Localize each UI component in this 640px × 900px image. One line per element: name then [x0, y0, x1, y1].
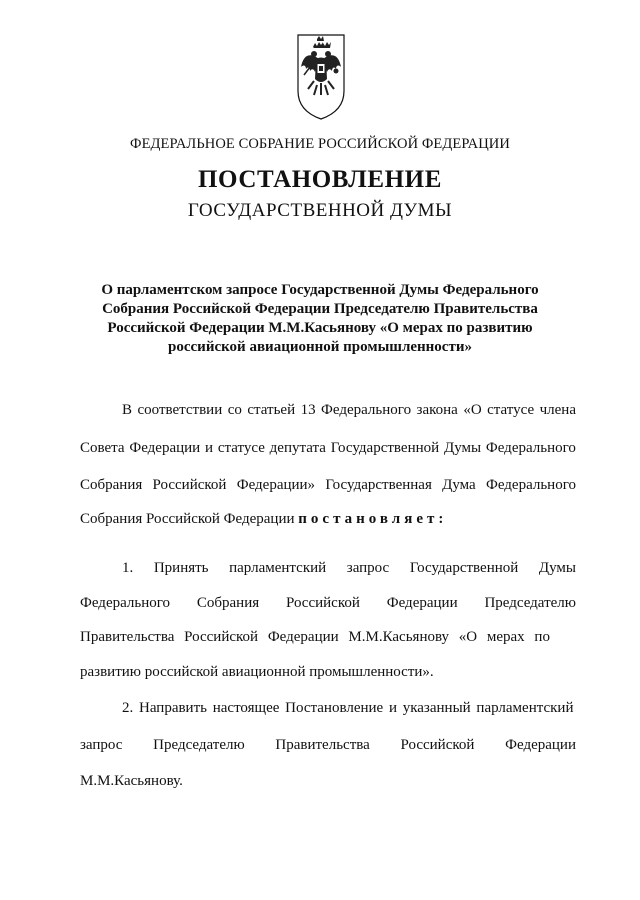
item2-line: М.М.Касьянову.: [80, 773, 183, 789]
item1-line: Правительства Российской Федерации М.М.Касьянову «О мерах по: [80, 629, 550, 645]
word: Федерального: [80, 595, 171, 611]
document-subtitle: ГОСУДАРСТВЕННОЙ ДУМЫ: [187, 200, 453, 221]
item2-line: 2. Направить настоящее Постановление и указанный парламентский: [122, 700, 574, 716]
subject-line: Российской Федерации М.М.Касьянову «О мерах по развитию: [107, 320, 533, 336]
word: Российской: [152, 477, 227, 493]
word: Думы: [538, 560, 576, 576]
item1-line: развитию российской авиационной промышленности».: [80, 664, 434, 680]
word: Федерального: [485, 477, 576, 493]
word: В: [122, 402, 133, 418]
item1-line: [122, 560, 576, 577]
word: статьей: [247, 402, 296, 418]
word: Дума: [442, 477, 476, 493]
word: Федерации: [386, 595, 458, 611]
item1-line: [80, 595, 576, 612]
word: Федерации: [505, 737, 576, 753]
preamble-line: [80, 511, 576, 528]
decree-word: постановляет:: [298, 511, 448, 527]
word: Федерального: [485, 440, 576, 456]
word: Федерации»: [236, 477, 316, 493]
word: статусе: [217, 440, 265, 456]
word: «О: [463, 402, 482, 418]
word: Государственная: [325, 477, 432, 493]
preamble-text: Собрания Российской Федерации: [80, 511, 295, 527]
word: 13: [300, 402, 316, 418]
subject-line: Собрания Российской Федерации Председателю Правительства: [102, 301, 538, 317]
word: Председателю: [484, 595, 576, 611]
subject-heading: [60, 281, 580, 357]
word: запрос: [346, 560, 390, 576]
preamble-line: [80, 477, 576, 494]
word: Совета: [80, 440, 125, 456]
word: депутата: [269, 440, 326, 456]
word: запрос: [80, 737, 123, 753]
word: и: [205, 440, 214, 456]
word: члена: [539, 402, 576, 418]
word: со: [227, 402, 242, 418]
organization-name: ФЕДЕРАЛЬНОЕ СОБРАНИЕ РОССИЙСКОЙ ФЕДЕРАЦИИ: [130, 136, 510, 152]
preamble-line: [80, 440, 576, 457]
item2-line: [80, 737, 576, 754]
word: Государственной: [330, 440, 440, 456]
word: Федерации: [129, 440, 201, 456]
word: Думы: [443, 440, 482, 456]
subject-line: российской авиационной промышленности»: [168, 339, 472, 355]
document-title: ПОСТАНОВЛЕНИЕ: [197, 166, 443, 193]
word: Собрания: [196, 595, 260, 611]
word: соответствии: [137, 402, 223, 418]
preamble-line: [122, 402, 576, 419]
word: Российской: [285, 595, 360, 611]
word: парламентский: [229, 560, 327, 576]
word: статусе: [487, 402, 535, 418]
word: Государственной: [409, 560, 519, 576]
word: Принять: [153, 560, 209, 576]
word: закона: [416, 402, 458, 418]
word: 1.: [122, 560, 134, 576]
word: Федерального: [321, 402, 412, 418]
word: Российской: [400, 737, 475, 753]
word: Правительства: [275, 737, 370, 753]
word: Собрания: [80, 477, 143, 493]
subject-line: О парламентском запросе Государственной Думы Федерального: [101, 282, 539, 298]
coat-of-arms-icon: [294, 33, 348, 121]
word: Председателю: [153, 737, 245, 753]
